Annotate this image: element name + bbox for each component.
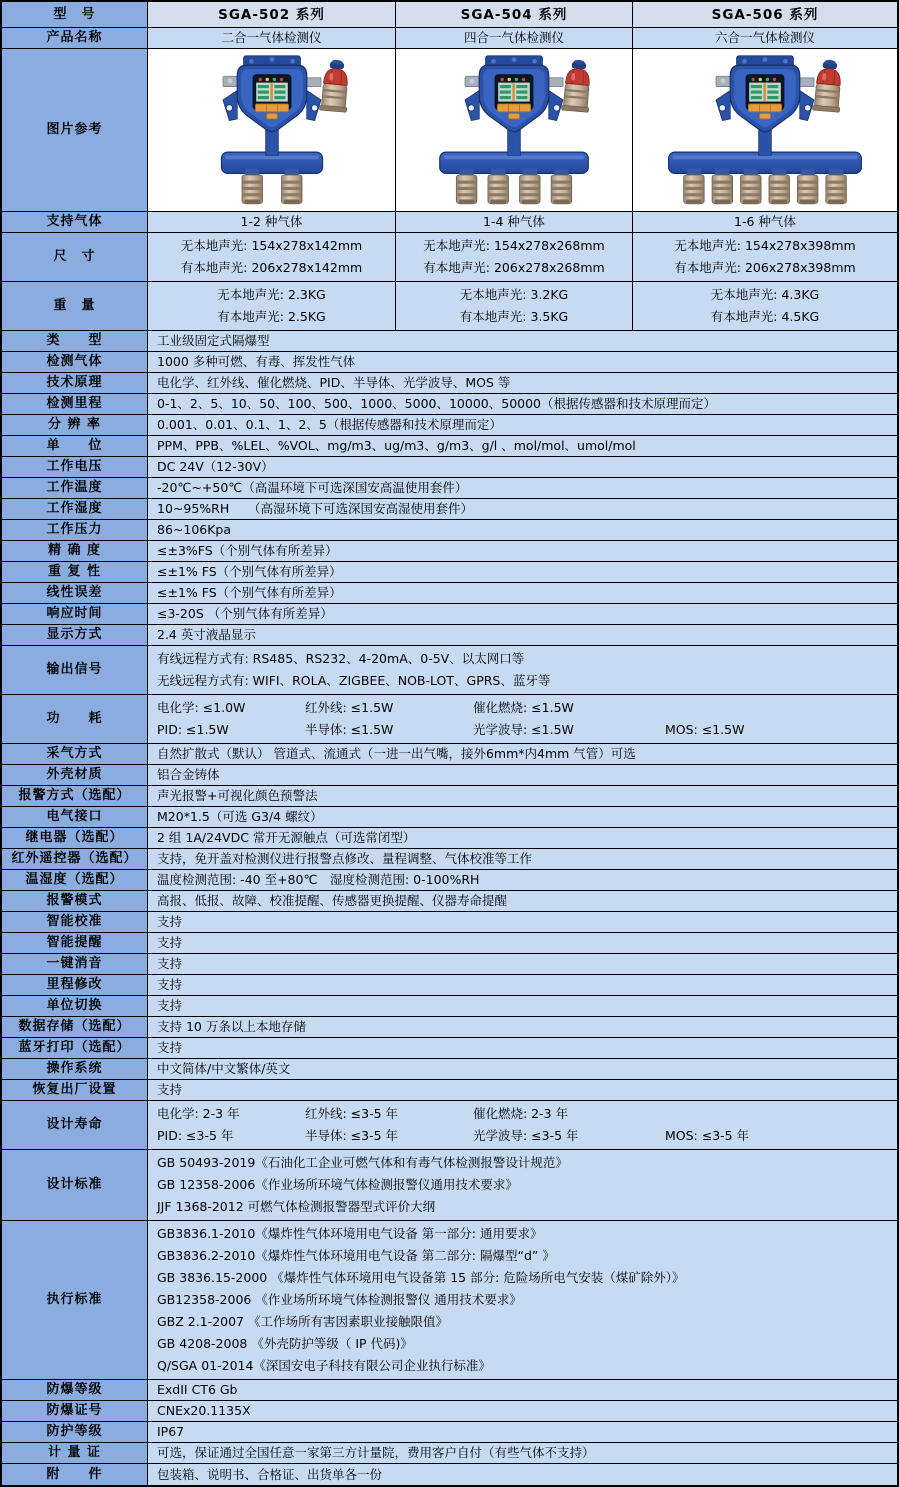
value-line: 无本地声光: 154x278x268mm [423,238,605,253]
row-value: SGA-506 系列 [633,2,897,28]
row-value: ≤±3%FS（个别气体有所差异） [148,541,897,562]
table-row [2,954,897,975]
table-row [2,891,897,912]
table-row [2,583,897,604]
value-line: 无线远程方式有: WIFI、ROLA、ZIGBEE、NOB-LOT、GPRS、蓝牙等 [157,673,551,688]
product-image-sga-502 [148,49,396,212]
row-value: CNEx20.1135X [148,1401,897,1422]
table-row [2,373,897,394]
table-row [2,282,897,331]
table-row [2,1080,897,1101]
table-row [2,1017,897,1038]
alarm-beacon [319,59,350,112]
row-value: 可选，保证通过全国任意一家第三方计量院，费用客户自付（有些气体不支持） [148,1443,897,1464]
value-line: 有本地声光: 3.5KG [459,309,569,324]
row-value: DC 24V（12-30V） [148,457,897,478]
row-value: 支持 [148,1038,897,1059]
row-label: 附 件 [2,1464,148,1485]
row-label: 重 量 [2,282,148,331]
table-row [2,786,897,807]
table-row [2,520,897,541]
table-row [2,1401,897,1422]
row-label: 设计寿命 [2,1101,148,1150]
table-row [2,1059,897,1080]
row-value: ≤3-20S （个别气体有所差异） [148,604,897,625]
row-label: 工作湿度 [2,499,148,520]
row-value: 二合一气体检测仪 [148,28,396,49]
row-value: 1000 多种可燃、有毒、挥发性气体 [148,352,897,373]
table-row [2,394,897,415]
row-label: 里程修改 [2,975,148,996]
row-value: 支持 [148,912,897,933]
row-value: 中文简体/中文繁体/英文 [148,1059,897,1080]
row-value [633,233,897,282]
value-line: 有本地声光: 206x278x398mm [674,260,856,275]
row-value: -20℃~+50℃（高温环境下可选深国安高温使用套件） [148,478,897,499]
row-label: 输出信号 [2,646,148,695]
table-row [2,1150,897,1221]
value-line: PID: ≤1.5W 半导体: ≤1.5W 光学波导: ≤1.5W MOS: ≤1.5W [157,722,745,737]
product-image-sga-506 [633,49,897,212]
row-value [148,695,897,744]
row-label: 外壳材质 [2,765,148,786]
row-label: 一键消音 [2,954,148,975]
row-value: M20*1.5（可选 G3/4 螺纹） [148,807,897,828]
row-label: 尺 寸 [2,233,148,282]
row-label: 类 型 [2,331,148,352]
row-label: 设计标准 [2,1150,148,1221]
row-label: 计 量 证 [2,1443,148,1464]
row-label: 工作电压 [2,457,148,478]
row-value [396,282,633,331]
table-row [2,744,897,765]
row-label: 型 号 [2,2,148,28]
value-line: 无本地声光: 4.3KG [710,287,820,302]
value-line: 无本地声光: 154x278x398mm [674,238,856,253]
row-value: 0.001、0.01、0.1、1、2、5（根据传感器和技术原理而定） [148,415,897,436]
row-value [148,282,396,331]
row-value: SGA-504 系列 [396,2,633,28]
table-row [2,28,897,49]
table-row [2,646,897,695]
row-value: 1-2 种气体 [148,212,396,233]
row-label: 防爆证号 [2,1401,148,1422]
row-label: 恢复出厂设置 [2,1080,148,1101]
table-row [2,975,897,996]
row-value: 六合一气体检测仪 [633,28,897,49]
table-row [2,562,897,583]
row-label: 红外遥控器（选配） [2,849,148,870]
table-row [2,996,897,1017]
value-line: Q/SGA 01-2014《深国安电子科技有限公司企业执行标准》 [157,1358,491,1373]
row-value: 支持 [148,933,897,954]
row-label: 报警方式（选配） [2,786,148,807]
product-image-sga-504 [396,49,633,212]
row-value: 2.4 英寸液晶显示 [148,625,897,646]
row-value: 86~106Kpa [148,520,897,541]
value-line: GB 3836.15-2000 《爆炸性气体环境用电气设备第 15 部分: 危险场所电气安装（煤矿除外）》 [157,1270,685,1285]
row-label: 操作系统 [2,1059,148,1080]
row-label: 工作压力 [2,520,148,541]
row-label: 显示方式 [2,625,148,646]
row-value: 声光报警+可视化颜色预警法 [148,786,897,807]
row-label: 执行标准 [2,1221,148,1380]
table-row [2,625,897,646]
row-label: 单 位 [2,436,148,457]
row-value: 电化学、红外线、催化燃烧、PID、半导体、光学波导、MOS 等 [148,373,897,394]
row-label: 温湿度（选配） [2,870,148,891]
row-value: 高报、低报、故障、校准提醒、传感器更换提醒、仪器寿命提醒 [148,891,897,912]
value-line: GB 4208-2008 《外壳防护等级（ IP 代码)》 [157,1336,413,1351]
row-value [148,646,897,695]
value-line: 有本地声光: 4.5KG [710,309,820,324]
table-row [2,49,897,212]
row-value: ≤±1% FS（个别气体有所差异） [148,562,897,583]
row-label: 报警模式 [2,891,148,912]
row-value [148,233,396,282]
table-row [2,436,897,457]
row-label: 继电器（选配） [2,828,148,849]
value-line: JJF 1368-2012 可燃气体检测报警器型式评价大纲 [157,1199,436,1214]
row-label: 功 耗 [2,695,148,744]
row-label: 电气接口 [2,807,148,828]
table-row [2,870,897,891]
table-row [2,933,897,954]
row-label: 支持气体 [2,212,148,233]
row-value: 1-6 种气体 [633,212,897,233]
row-label: 产品名称 [2,28,148,49]
value-line: GB3836.1-2010《爆炸性气体环境用电气设备 第一部分: 通用要求》 [157,1226,543,1241]
table-row [2,912,897,933]
table-row [2,828,897,849]
value-line: GB 50493-2019《石油化工企业可燃气体和有毒气体检测报警设计规范》 [157,1155,568,1170]
alarm-beacon [813,59,844,112]
table-row [2,695,897,744]
row-label: 图片参考 [2,49,148,212]
row-label: 智能提醒 [2,933,148,954]
table-row [2,541,897,562]
value-line: 电化学: 2-3 年 红外线: ≤3-5 年 催化燃烧: 2-3 年 [157,1106,569,1121]
row-label: 单位切换 [2,996,148,1017]
row-value: 工业级固定式隔爆型 [148,331,897,352]
table-row [2,849,897,870]
table-row [2,807,897,828]
row-value: 支持 [148,954,897,975]
table-row [2,478,897,499]
row-value: 1-4 种气体 [396,212,633,233]
row-value: 温度检测范围: -40 至+80℃ 湿度检测范围: 0-100%RH [148,870,897,891]
row-label: 防爆等级 [2,1380,148,1401]
table-row [2,331,897,352]
row-label: 防护等级 [2,1422,148,1443]
value-line: GB12358-2006 《作业场所环境气体检测报警仪 通用技术要求》 [157,1292,522,1307]
value-line: GB 12358-2006《作业场所环境气体检测报警仪通用技术要求》 [157,1177,518,1192]
value-line: 有本地声光: 206x278x268mm [423,260,605,275]
row-value [148,1221,897,1380]
table-row [2,499,897,520]
row-label: 技术原理 [2,373,148,394]
row-value: SGA-502 系列 [148,2,396,28]
table-row [2,2,897,28]
row-value: 四合一气体检测仪 [396,28,633,49]
table-row [2,212,897,233]
table-row [2,457,897,478]
table-row [2,1422,897,1443]
row-label: 分 辨 率 [2,415,148,436]
table-row [2,1221,897,1380]
value-line: GBZ 2.1-2007 《工作场所有害因素职业接触限值》 [157,1314,448,1329]
row-value: 铝合金铸体 [148,765,897,786]
row-label: 线性误差 [2,583,148,604]
row-value: 0-1、2、5、10、50、100、500、1000、5000、10000、50000（根据传感器和技术原理而定） [148,394,897,415]
row-value: 支持 [148,1080,897,1101]
value-line: 有本地声光: 2.5KG [217,309,326,324]
row-label: 工作温度 [2,478,148,499]
table-row [2,1380,897,1401]
row-value: 自然扩散式（默认） 管道式、流通式（一进一出气嘴，接外6mm*内4mm 气管）可选 [148,744,897,765]
table-row [2,765,897,786]
row-label: 数据存储（选配） [2,1017,148,1038]
value-line: 电化学: ≤1.0W 红外线: ≤1.5W 催化燃烧: ≤1.5W [157,700,574,715]
row-value [148,1101,897,1150]
value-line: 无本地声光: 154x278x142mm [180,238,363,253]
row-value: ExdII CT6 Gb [148,1380,897,1401]
row-value: 2 组 1A/24VDC 常开无源触点（可选常闭型） [148,828,897,849]
table-row [2,415,897,436]
row-label: 重 复 性 [2,562,148,583]
row-label: 智能校准 [2,912,148,933]
row-value: 支持 [148,975,897,996]
table-row [2,352,897,373]
row-value: 10~95%RH （高湿环境下可选深国安高湿使用套件） [148,499,897,520]
value-line: GB3836.2-2010《爆炸性气体环境用电气设备 第二部分: 隔爆型“d” 》 [157,1248,555,1263]
row-label: 响应时间 [2,604,148,625]
row-value: 支持 10 万条以上本地存储 [148,1017,897,1038]
value-line: 无本地声光: 2.3KG [217,287,326,302]
row-value: IP67 [148,1422,897,1443]
row-label: 精 确 度 [2,541,148,562]
row-value: 支持 [148,996,897,1017]
row-label: 蓝牙打印（选配） [2,1038,148,1059]
table-row [2,233,897,282]
alarm-beacon [562,59,593,112]
row-label: 检测气体 [2,352,148,373]
row-label: 采气方式 [2,744,148,765]
value-line: PID: ≤3-5 年 半导体: ≤3-5 年 光学波导: ≤3-5 年 MOS: ≤3-5 年 [157,1128,750,1143]
table-row [2,1101,897,1150]
row-value [396,233,633,282]
table-row [2,1038,897,1059]
value-line: 有本地声光: 206x278x142mm [180,260,363,275]
row-label: 检测里程 [2,394,148,415]
value-line: 无本地声光: 3.2KG [459,287,569,302]
row-value [148,1150,897,1221]
row-value: PPM、PPB、%LEL、%VOL、mg/m3、ug/m3、g/m3、g/l 、mol/mol、umol/mol [148,436,897,457]
row-value: 支持，免开盖对检测仪进行报警点修改、量程调整、气体校准等工作 [148,849,897,870]
row-value [633,282,897,331]
table-row [2,604,897,625]
table-row [2,1464,897,1485]
row-value: 包装箱、说明书、合格证、出货单各一份 [148,1464,897,1485]
row-value: ≤±1% FS（个别气体有所差异） [148,583,897,604]
value-line: 有线远程方式有: RS485、RS232、4-20mA、0-5V、以太网口等 [157,651,525,666]
